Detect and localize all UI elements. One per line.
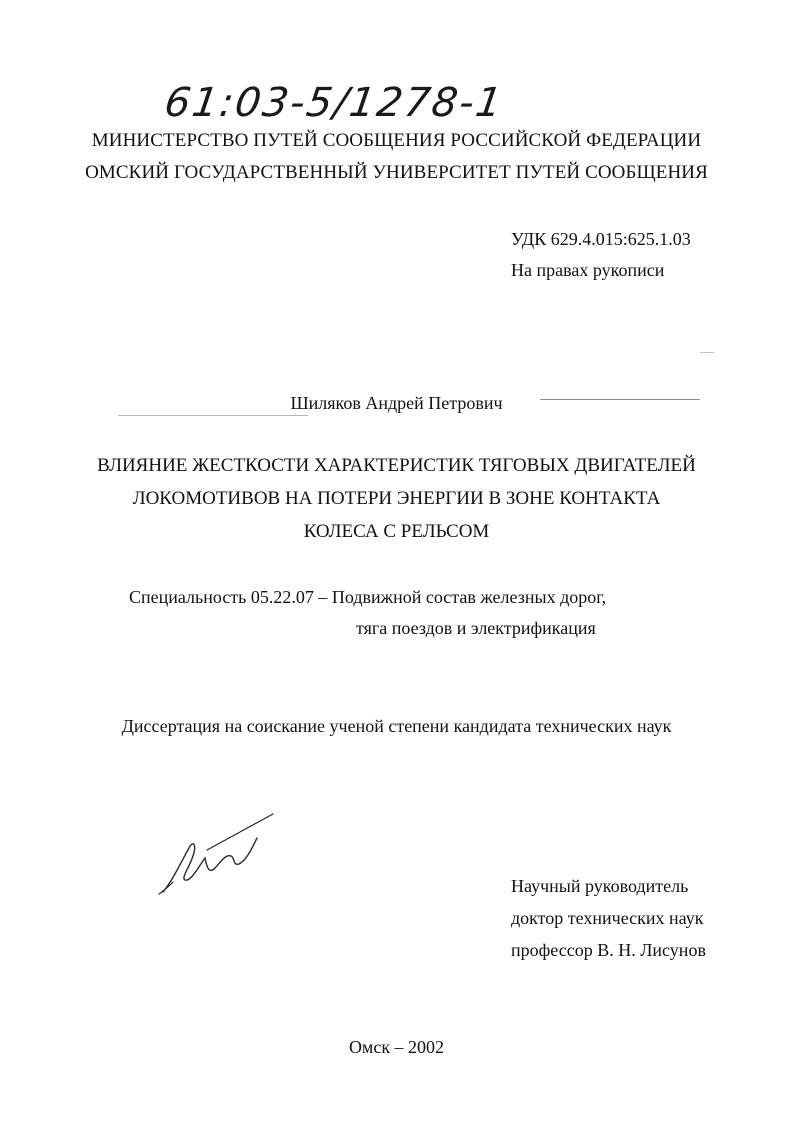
thesis-title-line: ВЛИЯНИЕ ЖЕСТКОСТИ ХАРАКТЕРИСТИК ТЯГОВЫХ ДВИГАТЕЛЕЙ — [97, 455, 696, 476]
supervisor-role: Научный руководитель — [511, 876, 689, 896]
city-year: Омск – 2002 — [348, 1037, 445, 1057]
scan-artifact-line — [118, 415, 308, 416]
supervisor-name: профессор В. Н. Лисунов — [511, 940, 706, 960]
specialty-line-2: тяга поездов и электрификация — [356, 618, 596, 638]
udk-code: УДК 629.4.015:625.1.03 — [511, 229, 691, 249]
archive-number-handwritten: 61:03-5/1278-1 — [161, 80, 507, 126]
thesis-title-line: ЛОКОМОТИВОВ НА ПОТЕРИ ЭНЕРГИИ В ЗОНЕ КОНТАКТА — [132, 488, 661, 509]
ministry-name: МИНИСТЕРСТВО ПУТЕЙ СООБЩЕНИЯ РОССИЙСКОЙ ФЕДЕРАЦИИ — [91, 130, 702, 151]
specialty-line-1: Специальность 05.22.07 – Подвижной состав железных дорог, — [129, 587, 607, 607]
author-name: Шиляков Андрей Петрович — [290, 393, 503, 413]
thesis-title-line: КОЛЕСА С РЕЛЬСОМ — [303, 521, 490, 542]
scan-artifact-line — [700, 352, 714, 353]
supervisor-degree: доктор технических наук — [511, 908, 704, 928]
university-name: ОМСКИЙ ГОСУДАРСТВЕННЫЙ УНИВЕРСИТЕТ ПУТЕЙ СООБЩЕНИЯ — [85, 162, 708, 183]
rights-note: На правах рукописи — [511, 260, 665, 280]
signature-mark — [155, 810, 285, 900]
dissertation-statement: Диссертация на соискание ученой степени кандидата технических наук — [121, 716, 672, 736]
